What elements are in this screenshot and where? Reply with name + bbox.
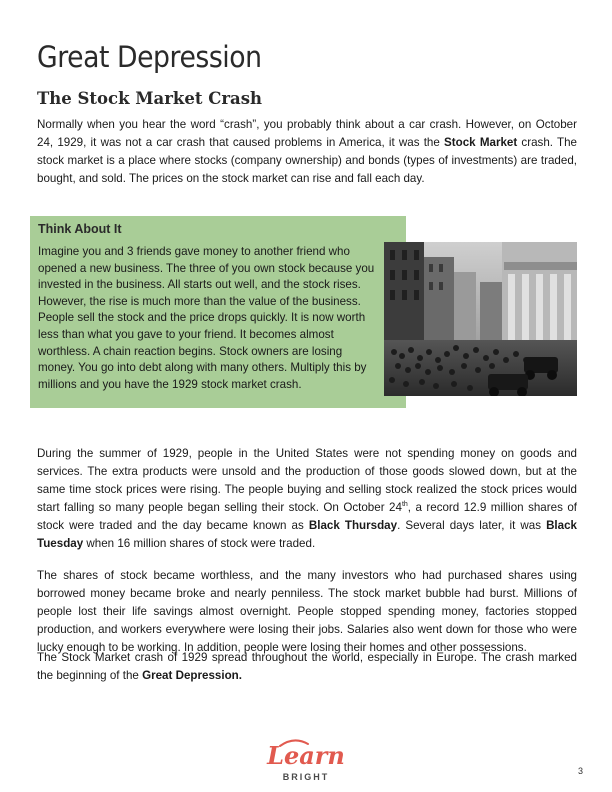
europe-paragraph: The Stock Market crash of 1929 spread throughout the world, especially in Europe. The crash marked the beginning of the Great Depression. <box>37 651 577 682</box>
intro-paragraph: Normally when you hear the word “crash”, you probably think about a car crash. However, on October 24, 1929, it was not a car crash that caused problems in America, it was the Stock Market crash. The stock market is a place where stocks (company ownership) and bonds (types of investments) are traded, bought, and sold. The prices on the stock market can rise and fall each day. <box>37 118 577 185</box>
summer-1929-paragraph: During the summer of 1929, people in the United States were not spending money on goods and services. The extra products were unsold and the production of those goods slowed down, but at the same time stock prices were rising. The people buying and selling stock realized the stock prices would start falling so many people began selling their stock. On October 24th, a record 12.9 million shares of stock were traded and the day became known as Black Thursday. Several days later, it was Black Tuesday when 16 million shares of stock were traded. <box>37 447 578 550</box>
photo-illustration <box>384 242 577 396</box>
think-line: However, the rise is much more than the value of the business. <box>38 294 361 308</box>
wall-street-crowd-photo <box>384 242 577 396</box>
think-line: less than what you gave to your friend. It becomes almost <box>38 327 334 341</box>
think-line: invested in the business. All starts out well, and the stock rises. <box>38 278 361 292</box>
worthless-shares-paragraph: The shares of stock became worthless, and the many investors who had purchased shares using borrowed money became broke and nearly penniless. The stock market bubble had burst. Millions of people lost their life savings almost overnight. People stopped spending money, factories stopped production, and workers everywhere were losing their jobs. Salaries also went down for those who were lucky enough to be working. In addition, people were losing their homes and other possessions. <box>37 569 577 654</box>
section-subtitle: The Stock Market Crash <box>37 89 263 108</box>
learn-bright-logo <box>250 736 362 784</box>
logo-word: Learn <box>267 741 345 770</box>
think-line: People sell the stock and the price drops quickly. It is now worth <box>38 311 366 325</box>
page-title: Great Depression <box>37 40 262 74</box>
think-about-it-text <box>38 244 398 393</box>
think-line: worthless. A chain reaction begins. Stock owners are losing <box>38 344 343 358</box>
think-line: Imagine you and 3 friends gave money to another friend who <box>38 245 350 258</box>
think-line: millions and you have the 1929 stock market crash. <box>38 377 302 391</box>
page-number: 3 <box>577 766 583 776</box>
logo-graphic <box>250 736 362 784</box>
think-line: money. You go into debt along with many others. Multiply this by <box>38 361 367 375</box>
think-about-it-heading: Think About It <box>38 222 122 236</box>
think-line: opened a new business. The three of you own stock because you <box>38 261 375 275</box>
logo-tagline: BRIGHT <box>282 772 330 782</box>
think-about-it-box <box>30 216 406 408</box>
